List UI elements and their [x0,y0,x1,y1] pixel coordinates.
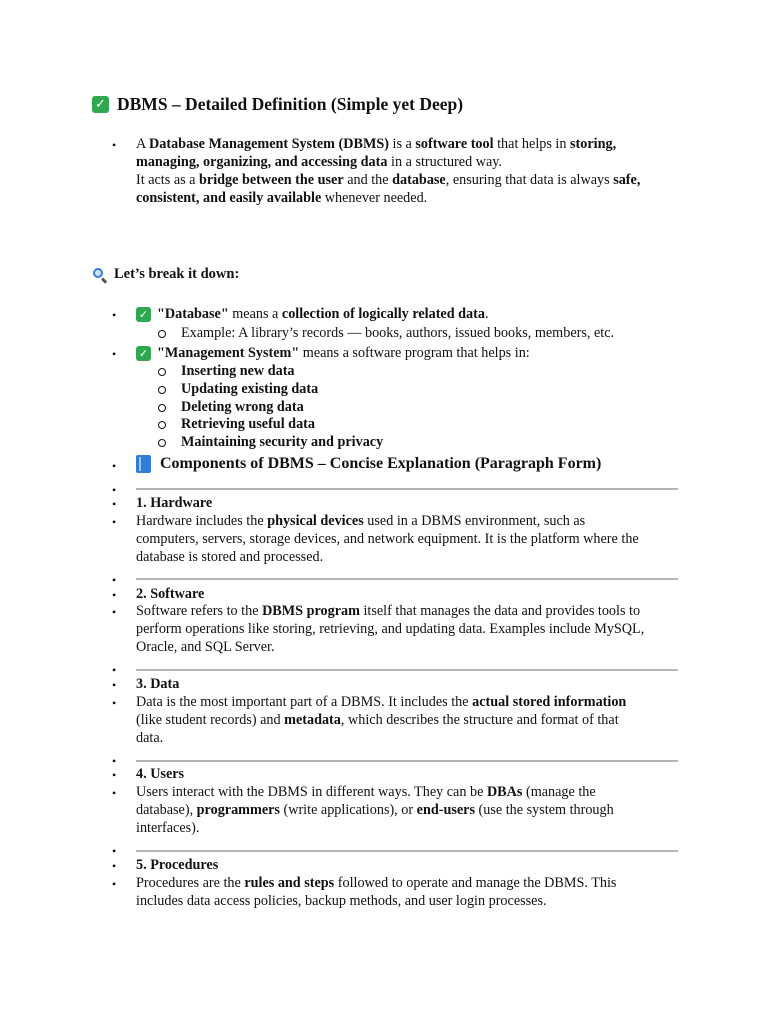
data-line-1: Data is the most important part of a DBMS. It includes the actual stored information [136,694,627,710]
software-line-3: Oracle, and SQL Server. [136,639,275,655]
component-heading-users: 4. Users [136,766,185,782]
data-line-3: data. [136,730,164,746]
check-mark-icon: ✓ [136,346,151,361]
list-item-management-system: ✓ "Management System" means a software program that helps in: [136,344,530,362]
data-line-2: (like student records) and metadata, which describes the structure and format of that [136,712,619,728]
bullet: • [112,663,117,677]
bullet: • [112,605,117,619]
divider [136,669,678,671]
bullet: • [112,483,117,497]
procedures-line-1: Procedures are the rules and steps followed to operate and manage the DBMS. This [136,875,617,891]
bullet: • [112,308,117,322]
divider [136,488,678,490]
list-item-sub: Updating existing data [181,381,319,397]
procedures-line-2: includes data access policies, backup methods, and user login processes. [136,893,547,909]
list-item-sub: Inserting new data [181,363,295,379]
users-line-2: database), programmers (write applications), or end-users (use the system through [136,802,614,818]
breakdown-heading [92,266,239,283]
section-heading [92,94,463,115]
bullet: • [112,678,117,692]
check-mark-icon: ✓ [92,96,109,113]
check-mark-icon: ✓ [136,307,151,322]
hardware-line-2: computers, servers, storage devices, and network equipment. It is the platform where the [136,531,639,547]
list-item-database: ✓ "Database" means a collection of logically related data . [136,305,489,323]
component-heading-software: 2. Software [136,586,205,602]
bullet: • [112,573,117,587]
users-line-1: Users interact with the DBMS in different ways. They can be DBAs (manage the [136,784,596,800]
bullet: • [112,497,117,511]
definition-line-4: consistent, and easily available whenever needed. [136,190,428,206]
components-title: Components of DBMS – Concise Explanation (Paragraph Form) [136,455,601,473]
list-item-sub: Retrieving useful data [181,416,315,432]
divider [136,578,678,580]
magnifying-glass-icon [92,267,108,283]
definition-line-1: A Database Management System (DBMS) is a software tool that helps in storing, [136,136,617,152]
bullet: • [112,768,117,782]
bullet: • [112,754,117,768]
software-line-2: perform operations like storing, retrieving, and updating data. Examples include MySQL, [136,621,645,637]
section-heading-text: DBMS – Detailed Definition (Simple yet Deep) [117,94,464,114]
divider [136,850,678,852]
bullet: • [112,696,117,710]
circle-bullet [158,368,166,376]
bullet: • [112,459,117,473]
hardware-line-3: database is stored and processed. [136,549,324,565]
definition-line-3: It acts as a bridge between the user and the database, ensuring that data is always safe, [136,172,641,188]
software-line-1: Software refers to the DBMS program itself that manages the data and provides tools to [136,603,641,619]
component-heading-procedures: 5. Procedures [136,857,219,873]
divider [136,760,678,762]
bullet: • [112,844,117,858]
circle-bullet [158,330,166,338]
blue-book-icon [136,455,151,473]
list-item-sub: Maintaining security and privacy [181,434,384,450]
hardware-line-1: Hardware includes the physical devices used in a DBMS environment, such as [136,513,586,529]
bullet: • [112,588,117,602]
component-heading-hardware: 1. Hardware [136,495,213,511]
list-item-example: Example: A library’s records — books, authors, issued books, members, etc. [181,325,615,341]
circle-bullet [158,404,166,412]
bullet: • [112,859,117,873]
bullet: • [112,877,117,891]
circle-bullet [158,386,166,394]
circle-bullet [158,421,166,429]
bullet: • [112,786,117,800]
list-item-sub: Deleting wrong data [181,399,304,415]
users-line-3: interfaces). [136,820,200,836]
breakdown-heading-text: Let’s break it down: [114,266,240,282]
bullet: • [112,138,117,152]
circle-bullet [158,439,166,447]
bullet: • [112,515,117,529]
bullet: • [112,347,117,361]
component-heading-data: 3. Data [136,676,180,692]
definition-line-2: managing, organizing, and accessing data in a structured way. [136,154,502,170]
